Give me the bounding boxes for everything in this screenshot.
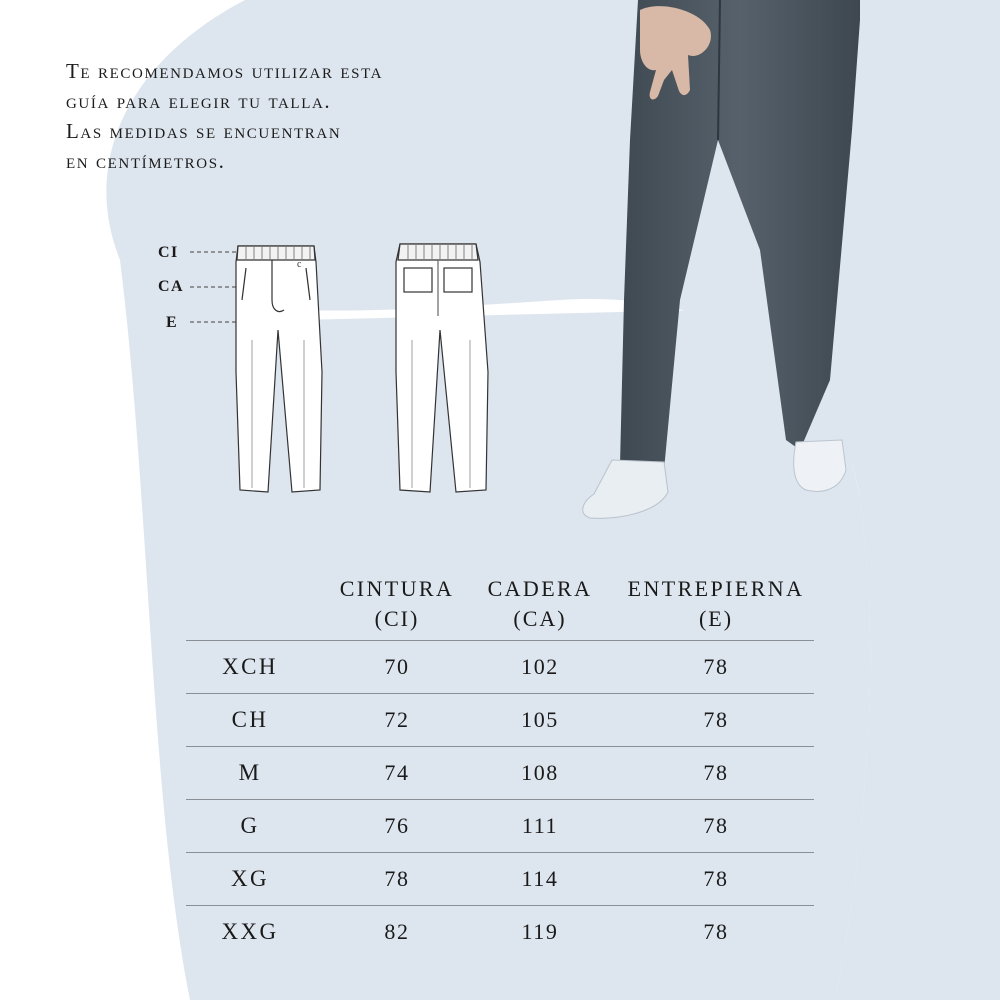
label-ca: CA (158, 278, 185, 295)
cintura-cell: 78 (384, 866, 410, 891)
right-shoe-icon (794, 440, 846, 491)
table-row (186, 906, 814, 958)
table-row (186, 694, 814, 746)
entrepierna-cell: 78 (703, 866, 729, 891)
entrepierna-cell: 78 (703, 813, 729, 838)
header-entrepierna (626, 574, 806, 634)
label-e: E (166, 314, 179, 331)
table-row (186, 747, 814, 799)
table-row (186, 641, 814, 693)
size-table (186, 574, 814, 958)
pants-diagram (150, 230, 510, 510)
intro-line: en centímetros. (66, 149, 226, 173)
intro-line: Las medidas se encuentran (66, 119, 342, 143)
header-label: ENTREPIERNA (627, 576, 805, 601)
entrepierna-cell: 78 (703, 707, 729, 732)
label-ci: CI (158, 244, 179, 261)
waist-mark: c (297, 259, 302, 270)
intro-line: guía para elegir tu talla. (66, 89, 332, 113)
header-cadera (478, 574, 602, 634)
cintura-cell: 82 (384, 919, 410, 944)
entrepierna-cell: 78 (703, 760, 729, 785)
table-row (186, 853, 814, 905)
header-label: CADERA (487, 576, 593, 601)
cintura-cell: 72 (384, 707, 410, 732)
cintura-cell: 76 (384, 813, 410, 838)
pants-back-drawing (396, 244, 488, 492)
intro-text (66, 56, 486, 176)
size-cell: XCH (222, 654, 278, 679)
size-cell: M (238, 760, 262, 785)
header-cintura (332, 574, 462, 634)
size-cell: CH (231, 707, 269, 732)
size-cell: G (240, 813, 260, 838)
entrepierna-cell: 78 (703, 654, 729, 679)
cintura-cell: 70 (384, 654, 410, 679)
table-row (186, 800, 814, 852)
cadera-cell: 119 (521, 919, 559, 944)
cadera-cell: 114 (521, 866, 559, 891)
size-cell: XG (230, 866, 270, 891)
intro-line: Te recomendamos utilizar esta (66, 59, 384, 83)
header-abbr: (CI) (374, 606, 420, 631)
cintura-cell: 74 (384, 760, 410, 785)
table-header (186, 574, 814, 640)
header-label: CINTURA (339, 576, 455, 601)
cadera-cell: 102 (521, 654, 559, 679)
cadera-cell: 108 (521, 760, 559, 785)
model-photo (560, 0, 860, 540)
entrepierna-cell: 78 (703, 919, 729, 944)
header-abbr: (CA) (513, 606, 567, 631)
size-cell: XXG (221, 919, 279, 944)
pants-front-drawing (236, 246, 322, 492)
left-shoe-icon (583, 460, 668, 518)
cadera-cell: 111 (521, 813, 559, 838)
header-abbr: (E) (698, 606, 734, 631)
cadera-cell: 105 (521, 707, 559, 732)
